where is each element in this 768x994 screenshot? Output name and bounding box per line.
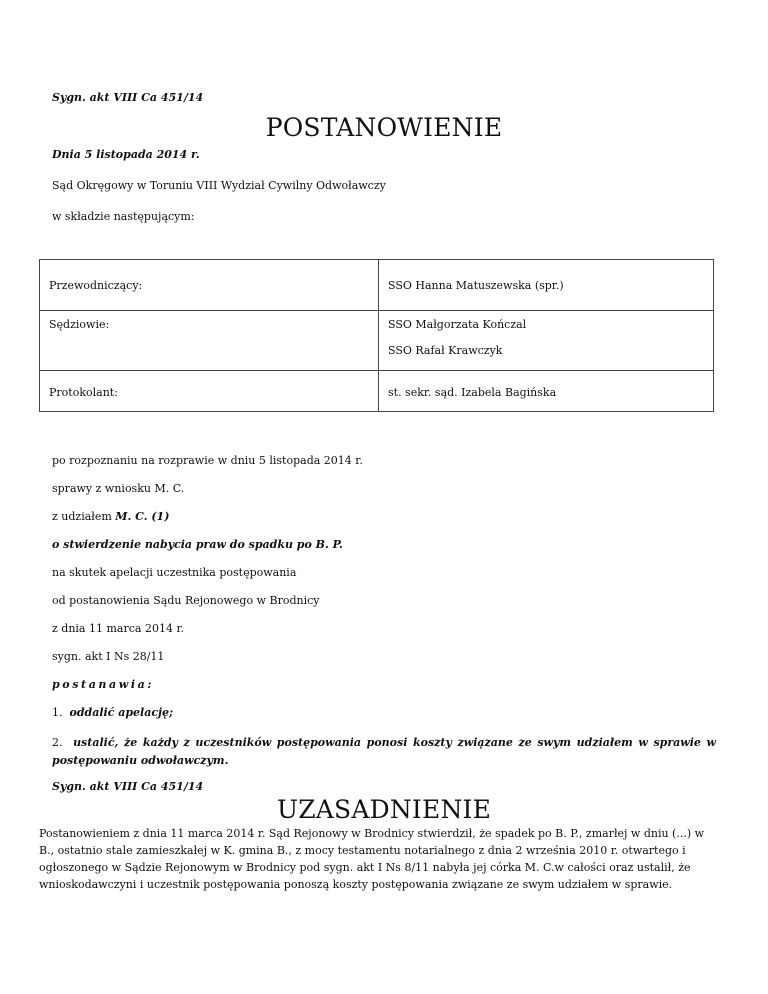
judge-2: SSO Rafał Krawczyk bbox=[388, 344, 503, 357]
item-2 bbox=[52, 734, 716, 770]
justification-text: Postanowieniem z dnia 11 marca 2014 r. Sąd Rejonowy w Brodnicy stwierdził, że spadek po B. P., zmarłej w dniu (...) w B., ostatnio stale zamieszkałej w K. gmina B., z mocy testamentu notarialnego z dnia 2 września 2010 r. otwartego i ogłoszonego w Sądzie Rejonowym w Brodnicy pod sygn. akt I Ns 8/11 nabyła jej córka M. C.w całości oraz ustalił, że wnioskodawczyni i uczestnik postępowania ponoszą koszty postępowania związane ze swym udziałem w sprawie. bbox=[39, 827, 705, 891]
participation-prefix: z udziałem bbox=[52, 510, 116, 523]
item-2-number: 2. bbox=[52, 736, 63, 749]
table-row bbox=[40, 371, 714, 412]
judges-label-cell bbox=[40, 311, 379, 371]
participation-name: M. C. (1) bbox=[115, 510, 170, 523]
justification-title: UZASADNIENIE bbox=[276, 795, 492, 824]
signature-bottom: Sygn. akt VIII Ca 451/14 bbox=[52, 780, 204, 793]
table-row bbox=[40, 260, 714, 311]
item-1 bbox=[52, 706, 173, 719]
item-1-text: oddalić apelację; bbox=[69, 706, 174, 719]
court-line: Sąd Okręgowy w Toruniu VIII Wydział Cywilny Odwoławczy bbox=[52, 179, 386, 192]
composition-intro: w składzie następującym: bbox=[52, 210, 195, 223]
decision-date-line: z dnia 11 marca 2014 r. bbox=[52, 622, 184, 635]
document-title: POSTANOWIENIE bbox=[265, 113, 503, 142]
decision-of-line: od postanowienia Sądu Rejonowego w Brodnicy bbox=[52, 594, 320, 607]
case-line: sprawy z wniosku M. C. bbox=[52, 482, 185, 495]
decision-sign-line: sygn. akt I Ns 28/11 bbox=[52, 650, 165, 663]
clerk-value-cell bbox=[379, 371, 714, 412]
resolves-heading: postanawia: bbox=[52, 678, 154, 691]
judges-label: Sędziowie: bbox=[49, 318, 110, 331]
clerk-value: st. sekr. sąd. Izabela Bagińska bbox=[388, 386, 557, 399]
presiding-value-cell bbox=[379, 260, 714, 311]
hearing-line: po rozpoznaniu na rozprawie w dniu 5 listopada 2014 r. bbox=[52, 454, 363, 467]
date-line: Dnia 5 listopada 2014 r. bbox=[52, 148, 200, 161]
presiding-label: Przewodniczący: bbox=[49, 279, 143, 292]
participation-line bbox=[52, 510, 169, 523]
presiding-value: SSO Hanna Matuszewska (spr.) bbox=[388, 279, 564, 292]
signature-top: Sygn. akt VIII Ca 451/14 bbox=[52, 91, 204, 104]
presiding-label-cell bbox=[40, 260, 379, 311]
appeal-line: na skutek apelacji uczestnika postępowania bbox=[52, 566, 297, 579]
clerk-label: Protokolant: bbox=[49, 386, 118, 399]
item-1-number: 1. bbox=[52, 706, 63, 719]
table-row bbox=[40, 311, 714, 371]
clerk-label-cell bbox=[40, 371, 379, 412]
item-2-text: ustalić, że każdy z uczestników postępowania ponosi koszty związane ze swym udziałem w sprawie w postępowaniu odwoławczym. bbox=[52, 736, 716, 767]
judges-value-cell bbox=[379, 311, 714, 371]
subject-line: o stwierdzenie nabycia praw do spadku po B. P. bbox=[52, 538, 343, 551]
composition-table bbox=[39, 259, 714, 412]
judge-1: SSO Małgorzata Kończal bbox=[388, 318, 527, 331]
